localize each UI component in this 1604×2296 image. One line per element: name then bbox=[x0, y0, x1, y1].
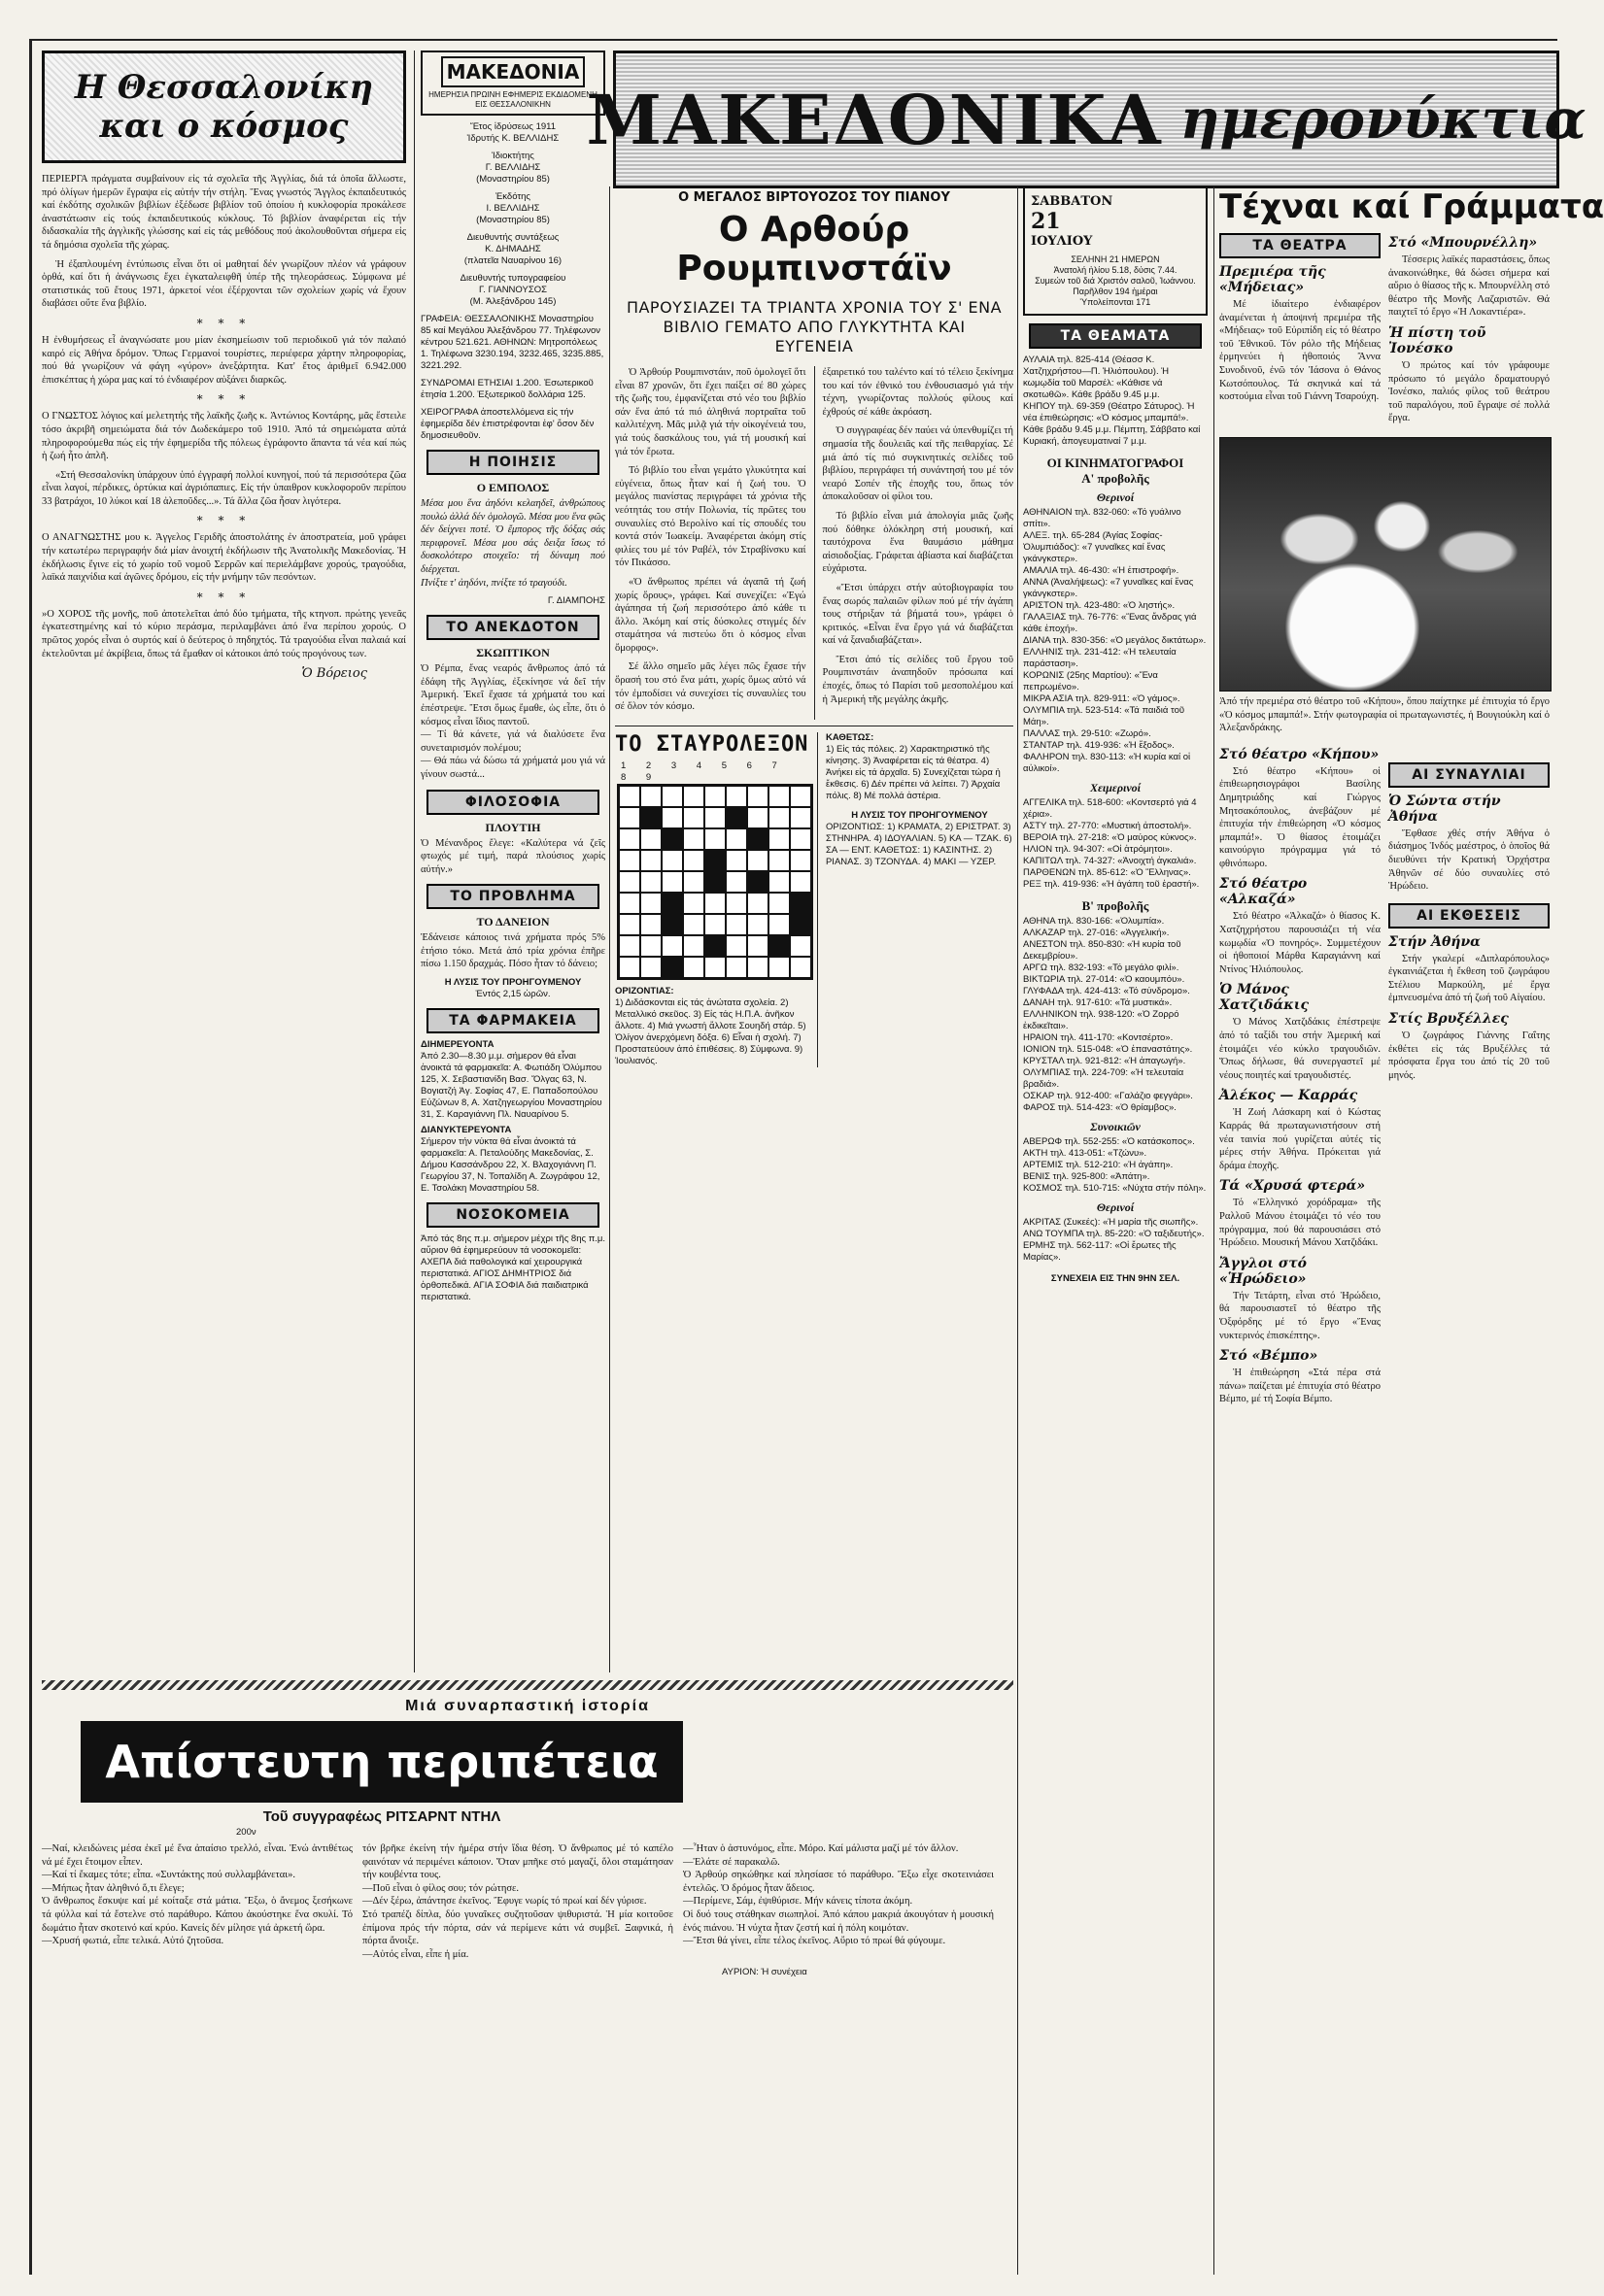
crossword-right bbox=[826, 732, 1013, 1067]
director-info: Διευθυντής συντάξεως Κ. ΔΗΜΑΔΗΣ (πλατεῖα Ναυαρίνου 16) bbox=[463, 232, 563, 266]
faith-title: Ἡ πίστη τοῦ Ἰονέσκο bbox=[1388, 324, 1486, 356]
left-column bbox=[42, 51, 406, 1682]
crossword-cell[interactable] bbox=[768, 914, 790, 935]
crossword-cell[interactable] bbox=[683, 957, 704, 978]
philosophy-heading: ΦΙΛΟΣΟΦΙΑ bbox=[427, 790, 599, 815]
offices-info: ΓΡΑΦΕΙΑ: ΘΕΣΣΑΛΟΝΙΚΗΣ Μοναστηρίου 85 καί Μεγάλου Ἀλεξάνδρου 77. Τηλέφωνον κέντρου 521.621. ΑΘΗΝΩΝ: Μητροπόλεως 1. Τηλέφωνα 3230.194, 3232.465, 3235.885, 3221.292. bbox=[421, 314, 604, 371]
left-paragraph: Ἡ ἐξαπλουμένη ἐντύπωσις εἶναι ὅτι οἱ μαθηταί δέν γνωρίζουν πλέον νά γράφουν ὀρθά, καί ὅτι ἡ ἀνάγνωσις ἔχει ἐγκαταλειφθῆ ὑπέρ τῆς τηλεοράσεως. Σύμφωνα μέ στατιστικάς τοῦ ἔτους 1971, ἀρκετοί νέοι ἐξέρχονται τῶν σχολείων χωρίς νά ἔχουν διαβάσει οὔτε ἕνα βιβλίο. bbox=[42, 258, 406, 310]
crossword-cell[interactable] bbox=[726, 786, 747, 807]
date-details: ΣΕΛΗΝΗ 21 ΗΜΕΡΩΝ Ἀνατολή ἡλίου 5.18, δύσις 7.44. Συμεών τοῦ διά Χριστόν σαλοῦ, Ἰωάννου. Παρῆλθον 194 ἡμέραι Ὑπολείπονται 171 bbox=[1035, 254, 1196, 307]
column-title-box bbox=[42, 51, 406, 163]
crossword-cell[interactable] bbox=[683, 914, 704, 935]
crossword-cell[interactable] bbox=[619, 807, 640, 828]
arts-title: Τέχναι καί Γράμματα bbox=[1219, 187, 1604, 226]
crossword-cell[interactable] bbox=[704, 828, 726, 850]
crossword-cell[interactable] bbox=[683, 935, 704, 957]
month-name: ΙΟΥΛΙΟΥ bbox=[1031, 234, 1093, 249]
exhibition-athens-title: Στήν Ἀθήνα bbox=[1388, 933, 1481, 950]
poetry-heading: Η ΠΟΙΗΣΙΣ bbox=[427, 450, 599, 475]
crossword-black-cell bbox=[726, 807, 747, 828]
newspaper-page bbox=[29, 39, 1604, 2275]
crossword-black-cell bbox=[704, 871, 726, 893]
crossword-cell[interactable] bbox=[768, 828, 790, 850]
alkaza-title: Στό θέατρο «Αλκαζά» bbox=[1219, 876, 1308, 908]
date-left bbox=[1031, 194, 1112, 249]
crossword-cell[interactable] bbox=[726, 957, 747, 978]
arts-col-4 bbox=[1388, 741, 1550, 1412]
crossword-cell[interactable] bbox=[640, 850, 662, 871]
newspaper-logo: ΜΑΚΕΔΟΝΙΑ bbox=[441, 56, 586, 87]
serial-columns bbox=[42, 1842, 1013, 1967]
column-divider bbox=[414, 51, 415, 1672]
crossword-cell[interactable] bbox=[768, 871, 790, 893]
poem-text: Μέσα μου ἕνα ἀηδόνι κελαηδεῖ, ἀνθρώπους πουλώ ἀλλά δέν ὁμολογῶ. Μέσα μου ἕνα φῶς δέν δείχνει ποτέ. Ὁ ἔμπορος τῆς δόξας σάς περιφρονεῖ. Μέσα μου σάς δειξα ἴσως τό δυσκολότερο στοιχεῖο: τή δύναμη πού διέρχεται. Πνίξτε τ' ἀηδόνι, πνίξτε τό τραγούδι. bbox=[421, 498, 605, 589]
left-paragraph: Η ἐνθυμήσεως εἶ ἀναγνώσατε μου μίαν ἐκσημείωσιν τοῦ περιοδικοῦ γιά τόν παλαιό καιρό εἰς Ἀθήνα δρόμον. Ὅπως Γερμανοί τουρίστες, περιέφερα χάρτην πληροφορίας, πού θά γνωρίζουν νά φάγη «γύρον» ἀνεξάρτητα. Κατ' ἔτος ἀριθμεῖ 6.942.000 ἐπισκέπτας ἡ χώρα μας καί τό ἐνδιαφέρον αὐξάνει διαρκῶς. bbox=[42, 334, 406, 386]
serial-column-2: τόν βρῆκε ἐκείνη τήν ἡμέρα στήν ἴδια θέση. Ὁ ἄνθρωπος μέ τό καπέλο φαινόταν νά περιμένει κάποιον. Ὅταν μπῆκε στό μαγαζί, ὅλοι σταμάτησαν τήν κουβέντα τους. —Ποῦ εἶναι ὁ φίλος σου; τόν ρώτησε. —Δέν ξέρω, ἀπάντησε ἐκεῖνος. Ἔφυγε νωρίς τό πρωί καί δέν γύρισε. Στό τραπέζι δίπλα, δύο γυναῖκες συζητοῦσαν ψιθυριστά. Ἡ μία κοιτοῦσε ἐπίμονα πρός τήν πόρτα, σάν νά περίμενε κάτι νά συμβεῖ. Ξαφνικά, ἡ πόρτα ἄνοιξε. —Αὐτός εἶναι, εἶπε ἡ μία. bbox=[362, 1843, 673, 1960]
continued-note: ΣΥΝΕΧΕΙΑ ΕΙΣ ΤΗΝ 9ΗΝ ΣΕΛ. bbox=[1050, 1273, 1180, 1284]
concert-text: Ἔφθασε χθές στήν Ἀθήνα ὁ διάσημος Ἰνδός μαέστρος, ὁ ὁποῖος θά διευθύνει τήν Κρατική Ὀρχήστρα Ἀθηνῶν σέ δύο συναυλίες στό Ἡρώδειο. bbox=[1388, 827, 1550, 893]
crossword-solution: ΟΡΙΖΟΝΤΙΩΣ: 1) ΚΡΑΜΑΤΑ, 2) ΕΡΙΣΤΡΑΤ. 3) ΣΤΗΝΗΡΑ. 4) ΙΔΟΥΑΛΙΑΝ. 5) ΚΑ — ΤΖΑΚ. 6) ΣΑ — ΕΝΤ. ΚΑΘΕΤΩΣ: 1) ΚΑΣΙΝΤΗΣ. 2) ΡΙΑΝΑΣ. 3) ΤΖΟΝΥΔΑ. 4) ΜΑΚΙ — ΥΖΕΡ. bbox=[825, 821, 1012, 867]
crossword-solution-label: Η ΛΥΣΙΣ ΤΟΥ ΠΡΟΗΓΟΥΜΕΝΟΥ bbox=[851, 809, 988, 821]
crossword-cell[interactable] bbox=[683, 850, 704, 871]
separator-stars: * * * bbox=[196, 590, 252, 604]
crossword-cell[interactable] bbox=[662, 850, 683, 871]
crossword-cell[interactable] bbox=[747, 957, 768, 978]
crossword-grid[interactable] bbox=[617, 784, 813, 980]
crossword-cell[interactable] bbox=[619, 850, 640, 871]
crossword-black-cell bbox=[640, 807, 662, 828]
story-paragraph: Σέ ἄλλο σημεῖο μᾶς λέγει πῶς ἔχασε τήν ὅρασή του στό ἕνα μάτι, χωρίς ὅμως αὐτό νά τόν ἐμποδίσει νά συνεχίσει τίς συναυλίες του σέ ὅλον τόν κόσμο. bbox=[615, 661, 806, 713]
summer-suburb-cinemas: ΑΚΡΙΤΑΣ (Συκεές): «Ἡ μαρία τῆς σιωπῆς». ΑΝΩ ΤΟΥΜΠΑ τηλ. 85-220: «Ὁ ταξιδευτής». ΕΡΜΗΣ τηλ. 562-117: «Οἱ ἔρωτες τῆς Μαρίας». bbox=[1023, 1217, 1205, 1263]
golden-text: Τό «Ἑλληνικό χορόδραμα» τῆς Ραλλοῦ Μάνου ἑτοιμάζει τό νέο του πρόγραμμα, πού θά παρουσιάσει στό Ἡρώδειο. Μουσική Μάνου Χατζιδάκι. bbox=[1219, 1198, 1381, 1249]
crossword-cell[interactable] bbox=[790, 957, 811, 978]
story-kicker: Ο ΜΕΓΑΛΟΣ ΒΙΡΤΟΥΟΖΟΣ ΤΟΥ ΠΙΑΝΟΥ bbox=[678, 190, 950, 205]
crossword-cell[interactable] bbox=[726, 871, 747, 893]
vienna-title: Στό «Μπουρνέλλη» bbox=[1388, 235, 1538, 251]
serial-title: Απίστευτη περιπέτεια bbox=[81, 1721, 683, 1803]
arts-section bbox=[1219, 186, 1604, 2275]
story-title: Ο Αρθούρ Ρουμπινστάϊν bbox=[676, 210, 952, 288]
main-story bbox=[615, 186, 1013, 1672]
crossword-title: ΤΟ ΣΤΑΥΡΟΛΕΞΟΝ bbox=[615, 731, 809, 757]
story-paragraph: Ὁ συγγραφέας δέν παύει νά ὑπενθυμίζει τή σημασία τῆς δουλειᾶς καί τῆς πειθαρχίας. Σέ μιά ἀπό τίς πιό συγκινητικές σελίδες τοῦ βιβλίου, περιγράφει τή συνάντησή του μέ τόν νεαρό Σοπέν τῆς ἐποχῆς του, ὅπως τόν ἀποκαλοῦσαν οἱ φίλοι του. bbox=[822, 425, 1014, 503]
serial-top-border bbox=[42, 1680, 1013, 1690]
story-paragraph: «Ὁ ἄνθρωπος πρέπει νά ἀγαπᾶ τή ζωή χωρίς ὅρους», γράφει. Καί συνεχίζει: «Ἐγώ ἀγάπησα τή ζωή περισσότερο ἀπό κάθε τι ἄλλο. Ἀκόμη καί στίς δύσκολες στιγμές δέν σταμάτησα νά πιστεύω ὅτι ὁ κόσμος εἶναι ὄμορφος». bbox=[615, 576, 806, 654]
publisher-info: Ἐκδότης Ι. ΒΕΛΛΙΔΗΣ (Μοναστηρίου 85) bbox=[476, 191, 550, 225]
exhibition-athens-text: Στήν γκαλερί «Διπλαρόπουλος» ἐγκαινιάζεται ἡ ἔκθεση τοῦ ζωγράφου Στέλιου Μαρκούλη, μέ ἔργα ἐμπνευσμένα ἀπό τή ζωή τοῦ Αἰγαίου. bbox=[1388, 953, 1550, 1004]
story-deck: ΠΑΡΟΥΣΙΑΖΕΙ ΤΑ ΤΡΙΑΝΤΑ ΧΡΟΝΙΑ ΤΟΥ Σ' ΕΝΑ ΒΙΒΛΙΟ ΓΕΜΑΤΟ ΑΠΟ ΓΛΥΚΥΤΗΤΑ ΚΑΙ ΕΥΓΕΝΕΙΑ bbox=[626, 298, 1003, 355]
crossword-cell[interactable] bbox=[640, 786, 662, 807]
crossword-cell[interactable] bbox=[683, 893, 704, 914]
column-title-line2: και ο κόσμος bbox=[99, 107, 349, 146]
masthead bbox=[586, 51, 1587, 188]
left-paragraph: »Ο ΧΟΡΟΣ τῆς μονῆς, ποῦ ἀποτελεῖται ἀπό δύο τμήματα, τῆς κτηνοπ. πρώτης γενεᾶς ἐγκατεστημένης καί τό κύριο περάσμα, περιλαμβάνει ἀπό ἕνα περίπου χορούς. Ο πρῶτος χορός εἶναι ὁ συρτός καί ὁ δεύτερος ὁ πηδηχτός. Τά τραγούδια εἶναι παλαιά καί ἐκτελοῦνται μέ ἀκρίβεια, ὅπως τά ἔμαθαν οἱ κάτοικοι ἀπό τούς προγόνους των. bbox=[42, 608, 406, 659]
crossword-divider bbox=[817, 732, 818, 1067]
crossword-cell[interactable] bbox=[790, 786, 811, 807]
poem-title: Ο ΕΜΠΟΛΟΣ bbox=[476, 481, 550, 494]
crossword-black-cell bbox=[662, 957, 683, 978]
premiere-text: Μέ ἰδιαίτερο ἐνδιαφέρον ἀναμένεται ἡ ἀποψινή πρεμιέρα τῆς «Μήδειας» τοῦ Εὐριπίδη εἰς τό θέατρο τοῦ Ἐθνικοῦ. Τόν ρόλο τῆς Μήδειας ἑρμηνεύει ἡ ἡθοποιός Ἄννα Συνοδινοῦ, ἐνῶ τόν Ἰάσονα ὁ Θάνος Κωτσόπουλος. Τά σκηνικά καί τά κοστούμια εἶναι τοῦ Γιάννη Τσαρούχη. bbox=[1219, 299, 1381, 403]
column-signature: Ὁ Βόρειος bbox=[301, 666, 367, 682]
crossword-cell[interactable] bbox=[683, 807, 704, 828]
crossword-cell[interactable] bbox=[726, 935, 747, 957]
karras-text: Ἡ Ζωή Λάσκαρη καί ὁ Κώστας Καρράς θά πρωταγωνιστήσουν στή νέα ταινία πού γυρίζεται αὐτές τίς μέρες στήν Ἀθήνα. Πρόκειται γιά δράμα ἐποχῆς. bbox=[1219, 1107, 1381, 1171]
arts-col-2 bbox=[1388, 231, 1550, 431]
crossword-cell[interactable] bbox=[726, 914, 747, 935]
kipos-title: Στό θέατρο «Κήπου» bbox=[1219, 746, 1380, 762]
crossword-cell[interactable] bbox=[704, 893, 726, 914]
crossword-cell[interactable] bbox=[726, 850, 747, 871]
second-run-cinemas: ΑΘΗΝΑ τηλ. 830-166: «Ὀλυμπία». ΑΛΚΑΖΑΡ τηλ. 27-016: «Ἀγγελική». ΑΝΕΣΤΟΝ τηλ. 850-830: «Ἡ κυρία τοῦ Δεκεμβρίου». ΑΡΓΩ τηλ. 832-193: «Τό μεγάλο φιλί». ΒΙΚΤΩΡΙΑ τηλ. 27-014: «Ὁ καουμπόυ». ΓΛΥΦΑΔΑ τηλ. 424-413: «Τό σύνδρομο». ΔΑΝΑΗ τηλ. 917-610: «Τά μυστικά». ΕΛΛΗΝΙΚΟΝ τηλ. 938-120: «Ὁ Ζορρό ἐκδικεῖται». ΗΡΑΙΟΝ τηλ. 411-170: «Κοντσέρτο». ΙΟΝΙΟΝ τηλ. 515-048: «Ὁ ἐπαναστάτης». ΚΡΥΣΤΑΛ τηλ. 921-812: «Ἡ ἀπαγωγή». ΟΛΥΜΠΙΑΣ τηλ. 224-709: «Ἡ τελευταία βραδιά». ΟΣΚΑΡ τηλ. 912-400: «Γαλάζιο φεγγάρι». ΦΑΡΟΣ τηλ. 514-423: «Ὁ θρίαμβος». bbox=[1023, 916, 1193, 1113]
crossword-cell[interactable] bbox=[640, 828, 662, 850]
arts-col-1 bbox=[1219, 231, 1381, 431]
serial-kicker: Μιά συναρπαστική ἱστορία bbox=[405, 1698, 650, 1714]
serial-section bbox=[42, 1694, 1013, 2267]
problem-text: Ἐδάνεισε κάποιος τινά χρήματα πρός 5% ἐτήσιο τόκο. Μετά ἀπό τρία χρόνια ἐπῆρε πίσω 1.150 δραχμάς. Πόσο ἦταν τό δάνειο; bbox=[421, 932, 605, 970]
kipos-text: Στό θέατρο «Κήπου» οἱ ἐπιθεωρησιογράφοι Βασίλης Δημητριάδης καί Γιώργος Μητσακόπουλος, ἀνεβάζουν μέ ἐπιτυχία τήν ἐπιθεώρηση «Ὁ κόσμος μπαμπά!». Ὁ θίασος ἑτοιμάζει καινούργιο πρόγραμμα γιά τό φθινόπωρο. bbox=[1219, 765, 1381, 869]
summer-cinemas: ΑΘΗΝΑΙΟΝ τηλ. 832-060: «Τό γυάλινο σπίτι». ΑΛΕΞ. τηλ. 65-284 (Ἁγίας Σοφίας-Ὀλυμπιάδος): «7 γυναῖκες καί ἕνας γκάνγκστερ». ΑΜΑΛΙΑ τηλ. 46-430: «Ἡ ἐπιστροφή». ΑΝΝΑ (Ἀναλήψεως): «7 γυναῖκες καί ἕνας γκάνγκστερ». ΑΡΙΣΤΟΝ τηλ. 423-480: «Ὁ ληστής». ΓΑΛΑΞΙΑΣ τηλ. 76-776: «Ἕνας ἄνδρας γιά κάθε ἐποχή». ΔΙΑΝΑ τηλ. 830-356: «Ὁ μεγάλος δικτάτωρ». ΕΛΛΗΝΙΣ τηλ. 231-412: «Ἡ τελευταία παράσταση». ΚΟΡΩΝΙΣ (25ης Μαρτίου): «Ἕνα πεπρωμένο». ΜΙΚΡΑ ΑΣΙΑ τηλ. 829-911: «Ὁ γάμος». ΟΛΥΜΠΙΑ τηλ. 523-514: «Τά παιδιά τοῦ Μάη». ΠΑΛΛΑΣ τηλ. 29-510: «Ζωρό». ΣΤΑΝΤΑΡ τηλ. 419-936: «Ἡ ἔξοδος». ΦΑΛΗΡΟΝ τηλ. 830-113: «Ἡ κυρία καί οἱ αὐλικοί». bbox=[1023, 507, 1207, 774]
day-name: ΣΑΒΒΑΤΟΝ bbox=[1031, 194, 1113, 209]
crossword-cell[interactable] bbox=[747, 914, 768, 935]
alkaza-text: Στό θέατρο «Ἀλκαζά» ὁ θίασος Κ. Χατζηχρήστου παρουσιάζει τή νέα κωμῳδία «Ὁ πονηρός». Συμμετέχουν οἱ ἡθοποιοί Μάρθα Καραγιάννη καί Ντίνος Ἠλιόπουλος. bbox=[1219, 911, 1381, 975]
vienna-text: Τέσσερις λαϊκές παραστάσεις, ὅπως ἀνακοινώθηκε, θά δώσει σήμερα καί αὔριο ὁ θίασος τῆς κ. Μπουρνέλλη στό θέατρο τῆς Μονῆς Λαζαριστῶν. Θά παιχτεῖ τό ἔργο «Ἡ Λοκαντιέρα». bbox=[1388, 254, 1550, 319]
winter-cinemas: ΑΓΓΕΛΙΚΑ τηλ. 518-600: «Κοντσερτό γιά 4 χέρια». ΑΣΤΥ τηλ. 27-770: «Μυστική ἀποστολή». ΒΕΡΟΙΑ τηλ. 27-218: «Ὁ μαύρος κύκνος». ΗΛΙΟΝ τηλ. 94-307: «Οἱ ἀτρόμητοι». ΚΑΠΙΤΩΛ τηλ. 74-327: «Ἀνοιχτή ἀγκαλιά». ΠΑΡΘΕΝΩΝ τηλ. 85-612: «Ὁ Ἕλληνας». ΡΕΞ τηλ. 419-936: «Ἡ ἀγάπη τοῦ ἐραστή». bbox=[1023, 797, 1200, 890]
premiere-title: Πρεμιέρα τῆς «Μήδειας» bbox=[1219, 264, 1326, 295]
story-paragraph: Ἔτσι ἀπό τίς σελίδες τοῦ ἔργου τοῦ Ρουμπινστάιν ἀναπηδοῦν πρόσωπα καί ἐποχές, ὅπως τό Παρίσι τοῦ μεσοπολέμου καί ἡ Ἀμερική τῆς μεγάλης ἀκμῆς. bbox=[822, 654, 1014, 705]
crossword-cell[interactable] bbox=[790, 850, 811, 871]
crossword-cell[interactable] bbox=[704, 786, 726, 807]
newspaper-imprint bbox=[421, 51, 605, 116]
philosophy-text: Ὁ Μένανδρος ἔλεγε: «Καλύτερα νά ζεῖς φτωχός μέ τιμή, παρά πλούσιος χωρίς αὐτήν.» bbox=[421, 837, 605, 875]
philosophy-title: ΠΛΟΥΤΙΗ bbox=[485, 820, 541, 834]
crossword-cell[interactable] bbox=[704, 914, 726, 935]
crossword-cell[interactable] bbox=[662, 786, 683, 807]
crossword-cell[interactable] bbox=[790, 807, 811, 828]
owner-info: Ἰδιοκτήτης Γ. ΒΕΛΛΙΔΗΣ (Μοναστηρίου 85) bbox=[476, 151, 550, 185]
bembo-title: Στό «Βέμπο» bbox=[1219, 1348, 1318, 1365]
crossword-cell[interactable] bbox=[768, 786, 790, 807]
masthead-title: ΜΑΚΕΔΟΝΙΚΑ bbox=[586, 79, 1163, 160]
crossword-black-cell bbox=[768, 935, 790, 957]
date-row bbox=[1031, 194, 1200, 249]
listings-column bbox=[1023, 186, 1208, 2275]
poem-author: Γ. ΔΙΑΜΠΟΗΣ bbox=[547, 595, 605, 607]
crossword-cell[interactable] bbox=[640, 871, 662, 893]
column-title-line1: Η Θεσσαλονίκη bbox=[74, 68, 374, 107]
crossword-down-clues: 1) Εἰς τάς πόλεις. 2) Χαρακτηριστικό τῆς κίνησης. 3) Ἀναφέρεται εἰς τά θέατρα. 4) Ἀνήκει εἰς τά ἀρχαῖα. 5) Συνεχίζεται τώρα ἡ ἔκθεσις. 6) Δέν πρέπει νά λείπει. 7) Ἀρχαία πόλις. 8) Μέ πολλά ἀστέρια. bbox=[825, 743, 1001, 801]
serial-column-3: —Ἦταν ὁ ἀστυνόμος, εἶπε. Μόρο. Καί μάλιστα μαζί μέ τόν ἄλλον. —Ἐλάτε σέ παρακαλῶ. Ὁ Ἀρθούρ σηκώθηκε καί πλησίασε τό παράθυρο. Ἔξω εἶχε σκοτεινιάσει ἐντελῶς. Ὁ δρόμος ἦταν ἄδειος. —Περίμενε, Σάμ, ἐψιθύρισε. Μήν κάνεις τίποτα ἀκόμη. Οἱ δυό τους στάθηκαν σιωπηλοί. Ἀπό κάπου μακριά ἀκουγόταν ἡ μουσική ἑνός πιάνου. Ἡ νύχτα ἦταν ζεστή καί ἡ πόλη κοιμόταν. —Ἔτσι θά γίνει, εἶπε τέλος ἐκεῖνος. Αὔριο τό πρωί θά φύγουμε. bbox=[683, 1843, 994, 1947]
crossword-cell[interactable] bbox=[619, 957, 640, 978]
separator-stars: * * * bbox=[196, 392, 252, 407]
left-paragraph: ΠΕΡΙΕΡΓΑ πράγματα συμβαίνουν εἰς τά σχολεῖα τῆς Ἀγγλίας, διά τά ὁποῖα ἄλλωστε, πρό ὀλίγων ἡμερῶν ἔγραψα εἰς αὐτήν τήν στήλη. Ἕνας γνωστός Ἄγγλος ἐκπαιδευτικός καί ἐκδότης σχολικῶν βιβλίων ἐξέδωσε βιβλίον τοῦ ὁποίου ἡ κυκλοφορία προκάλεσε ἀναστάτωσιν εἰς τούς ἐκπαιδευτικούς κύκλους. Τό βιβλίον ἀναφέρεται εἰς τήν διδασκαλία τῆς ἀγγλικῆς γλώσσης καί εἰς τάς μεθόδους πού ἀκολουθοῦνται σήμερα εἰς τά δημόσια σχολεῖα τῆς χώρας. bbox=[42, 174, 406, 251]
pharmacy-heading: ΤΑ ΦΑΡΜΑΚΕΙΑ bbox=[427, 1008, 599, 1033]
story-paragraph: ἐξαιρετικό του ταλέντο καί τό τέλειο ξεκίνημα του καί τόν ἐθνικό του ἐνθουσιασμό γιά τήν τέχνη, γνωρίζοντας πολλούς φίλους καί ἐχθρούς σέ κάθε ἀκρόαση. bbox=[822, 367, 1014, 418]
crossword-cell[interactable] bbox=[768, 807, 790, 828]
theaters-listing: ΑΥΛΑΙΑ τηλ. 825-414 (Θέασσ Κ. Χατζηχρήστου—Π. Ἠλιόπουλου). Ἡ κωμῳδία τοῦ Μαρσέλ: «Κάθισε νά σκοτωθῶ». Κάθε βράδυ 9.45 μ.μ. ΚΗΠΟΥ τηλ. 69-359 (Θέατρο Σάτυρος). Ἡ νέα ἐπιθεώρησις: «Ὁ κόσμος μπαμπά!». Κάθε βράδυ 9.45 μ.μ. Πέμπτη, Σάββατο καί Κυριακή, ἀπογευματιναί 7 μ.μ. bbox=[1023, 355, 1201, 447]
manager-info: Διευθυντής τυπογραφείου Γ. ΓΙΑΝΝΟΥΣΟΣ (Μ. Ἀλεξάνδρου 145) bbox=[460, 273, 566, 307]
story-column-2 bbox=[823, 366, 1014, 720]
crossword-cell[interactable] bbox=[619, 871, 640, 893]
story-column-divider bbox=[814, 366, 815, 720]
crossword-black-cell bbox=[662, 828, 683, 850]
crossword-cell[interactable] bbox=[768, 850, 790, 871]
faith-text: Ὁ πρώτος καί τόν γράφουμε πρόσωπο τό μεγάλο δραματουργό Ἰονέσκο, παλιός φίλος τοῦ θεάτρου τοῦ παραλόγου, ποῦ ἔγραψε σέ πολλά ἔργα. bbox=[1388, 359, 1550, 424]
info-column bbox=[421, 51, 605, 1672]
second-run-heading: Β' προβολῆς bbox=[1081, 898, 1149, 913]
column-divider bbox=[1017, 186, 1018, 2275]
crossword-cell[interactable] bbox=[683, 786, 704, 807]
crossword-cell[interactable] bbox=[726, 828, 747, 850]
story-column-1 bbox=[615, 366, 806, 720]
crossword-cell[interactable] bbox=[747, 935, 768, 957]
crossword-cell[interactable] bbox=[747, 893, 768, 914]
crossword-cell[interactable] bbox=[662, 807, 683, 828]
pharmacy-day-text: Ἀπό 2.30—8.30 μ.μ. σήμερον θά εἶναι ἀνοικτά τά φαρμακεῖα: Α. Φωτιάδη Ὀλύμπου 125, Χ. Σεβαστιανίδη Βασ. Ὄλγας 63, Ν. Βογιατζή Ἁγ. Σοφίας 47, Ε. Παπαδοπούλου Εὐζώνων 8, Α. Χατζηγεωργίου Μοναστηρίου 31, Σ. Καραγιάννη Πλ. Ναυαρίνου 5. bbox=[421, 1051, 602, 1121]
crossword-cell[interactable] bbox=[619, 786, 640, 807]
crossword-black-cell bbox=[704, 935, 726, 957]
photo-caption: Ἀπό τήν πρεμιέρα στό θέατρο τοῦ «Κήπου», ὅπου παίχτηκε μέ ἐπιτυχία τό ἔργο «Ὁ κόσμος μπαμπά!». Στήν φωτογραφία οἱ πρωταγωνιστές, ἡ Βουγιούκλη καί ὁ Ἀλεξανδράκης. bbox=[1219, 695, 1550, 734]
summer-label: Θερινοί bbox=[1096, 490, 1135, 504]
golden-title: Τά «Χρυσά φτερά» bbox=[1219, 1178, 1366, 1195]
crossword-cell[interactable] bbox=[619, 914, 640, 935]
winter-label: Χειμερινοί bbox=[1089, 781, 1142, 794]
crossword-left bbox=[615, 732, 809, 1067]
cinemas-heading: ΟΙ ΚΙΝΗΜΑΤΟΓΡΑΦΟΙ Α' προβολῆς bbox=[1046, 456, 1184, 486]
crossword-black-cell bbox=[747, 828, 768, 850]
crossword-cell[interactable] bbox=[683, 828, 704, 850]
crossword-cell[interactable] bbox=[747, 850, 768, 871]
crossword-down-label: ΚΑΘΕΤΩΣ: bbox=[825, 731, 874, 743]
arts-bottom bbox=[1219, 741, 1550, 1412]
concerts-heading: ΑΙ ΣΥΝΑΥΛΙΑΙ bbox=[1388, 762, 1550, 788]
crossword-cell[interactable] bbox=[704, 957, 726, 978]
left-paragraph: Ο ΓΝΩΣΤΟΣ λόγιος καί μελετητής τῆς λαϊκῆς ζωῆς κ. Ἀντώνιος Κοντάρης, μᾶς ἔστειλε τόσο ἀκριβῆ σημειώματα διά τόν Δωδεκάμερο τοῦ 1910. Ἀπό τά σημειώματα αὐτά πληροφορούμεθα πώς εἰς τήν ἐφημερίδα τῆς πόλεως ἐγράφοντο ἅπαντα τά νέα καί πώς ἡ ζωή ἦτο ἁπλῆ. bbox=[42, 411, 406, 462]
story-columns bbox=[615, 366, 1013, 720]
story-paragraph: Τό βιβλίο του εἶναι γεμάτο γλυκύτητα καί εὐγένεια, ὅπως ἦταν καί ἡ ζωή του. Ὁ μεγάλος πιανίστας περιγράφει τά χρόνια τῆς νεότητάς του στήν Πολωνία, τίς πρῶτες του συναυλίες στό Βερολίνο καί τίς σπουδές του κοντά στόν Ἰωακείμ. Ἀναφέρεται ἀκόμη στίς φιλίες του μέ τόν Ραβέλ, τόν Στραβίνσκυ καί τόν Πικάσσο. bbox=[615, 465, 806, 569]
crossword-cell[interactable] bbox=[662, 935, 683, 957]
subscriptions-info: ΣΥΝΔΡΟΜΑΙ ΕΤΗΣΙΑΙ 1.200. Ἐσωτερικοῦ ἐτησία 1.200. Ἐξωτερικοῦ δολλάρια 125. bbox=[421, 378, 594, 400]
crossword-black-cell bbox=[747, 871, 768, 893]
crossword-cell[interactable] bbox=[747, 786, 768, 807]
suburb-cinemas: ΑΒΕΡΩΦ τηλ. 552-255: «Ὁ κατάσκοπος». ΑΚΤΗ τηλ. 413-051: «Τζώνυ». ΑΡΤΕΜΙΣ τηλ. 512-210: «Ἡ ἀγάπη». ΒΕΝΙΣ τηλ. 925-800: «Ἀπάτη». ΚΟΣΜΟΣ τηλ. 510-715: «Νύχτα στήν πόλη». bbox=[1023, 1136, 1207, 1194]
crossword-section bbox=[615, 732, 1013, 1067]
arts-top bbox=[1219, 231, 1550, 431]
crossword-across-clues: 1) Διδάσκονται εἰς τάς ἀνώτατα σχολεία. 2) Μεταλλικό σκεῦος. 3) Εἰς τάς Η.Π.Α. ἀνῆκον ἄλλοτε. 4) Μιά γνωστή ἄλλοτε Σουηδή στάρ. 5) Ὀλίγον ἀνερχόμενη δόξα. 6) Εἶναι ἡ σχολή. 7) Προστατεύουν ἀπό ἐπιθέσεις. 8) Σύμφωνα. 9) Ἰουλιανός. bbox=[615, 996, 806, 1066]
herodion-text: Τήν Τετάρτη, εἶναι στό Ἡρώδειο, θά παρουσιαστεῖ τό θέατρο τῆς Ὀξφόρδης μέ τό ἔργο «Ἕνας νυκτερινός ἐπισκέπτης». bbox=[1219, 1290, 1381, 1341]
crossword-cell[interactable] bbox=[704, 807, 726, 828]
bembo-text: Ἡ ἐπιθεώρηση «Στά πέρα στά πάνω» παίζεται μέ ἐπιτυχία στό θέατρο Βέμπο, μέ τή Σοφία Βέμπο. bbox=[1219, 1367, 1381, 1405]
arts-col-3 bbox=[1219, 741, 1381, 1412]
serial-byline: Τοῦ συγγραφέως ΡΙΤΣΑΡΝΤ ΝΤΗΛ bbox=[262, 1808, 501, 1825]
logo-subtitle: ΗΜΕΡΗΣΙΑ ΠΡΩΙΝΗ ΕΦΗΜΕΡΙΣ ΕΚΔΙΔΟΜΕΝΗ ΕΙΣ ΘΕΣΣΑΛΟΝΙΚΗΝ bbox=[428, 90, 597, 109]
problem-title: ΤΟ ΔΑΝΕΙΟΝ bbox=[476, 915, 550, 929]
crossword-cell[interactable] bbox=[640, 893, 662, 914]
herodion-title: Ἄγγλοι στό «Ἡρώδειο» bbox=[1219, 1255, 1308, 1287]
hospital-text: Ἀπό τάς 8ης π.μ. σήμερον μέχρι τῆς 8ης π.μ. αὔριον θά ἐφημερεύουν τά νοσοκομεῖα: ΑΧΕΠΑ διά παθολογικά καί χειρουργικά περιστατικά. ΑΓΙΟΣ ΔΗΜΗΤΡΙΟΣ διά ὀρθοπεδικά. ΑΓΙΑ ΣΟΦΙΑ διά παιδιατρικά περιστατικά. bbox=[421, 1233, 605, 1303]
problem-answer: Ἐντός 2,15 ὡρῶν. bbox=[475, 989, 551, 1000]
crossword-cell[interactable] bbox=[726, 893, 747, 914]
pharmacy-day-label: ΔΙΗΜΕΡΕΥΟΝΤΑ bbox=[421, 1039, 495, 1051]
crossword-cell[interactable] bbox=[768, 893, 790, 914]
exhibition-brussels-text: Ὁ ζωγράφος Γιάννης Γαΐτης ἐκθέτει εἰς τάς Βρυξέλλες τά πρόσφατα ἔργα του ἀπό τίς 20 τοῦ μηνός. bbox=[1388, 1030, 1550, 1081]
crossword-cell[interactable] bbox=[768, 957, 790, 978]
summer-suburbs-label: Θερινοί bbox=[1096, 1200, 1135, 1214]
crossword-black-cell bbox=[790, 893, 811, 914]
crossword-cell[interactable] bbox=[640, 914, 662, 935]
crossword-across-label: ΟΡΙΖΟΝΤΙΑΣ: bbox=[615, 985, 674, 996]
hatzidakis-text: Ὁ Μάνος Χατζιδάκις ἐπέστρεψε ἀπό τό ταξίδι του στήν Ἀμερική καί ἑτοιμάζει νέο κύκλο τραγουδιῶν. Ὅπως δήλωσε, θά συνεργαστεῖ μέ νέους ποιητές καί τραγουδιστές. bbox=[1219, 1017, 1381, 1081]
founded-info: Ἔτος ἱδρύσεως 1911 Ἱδρυτής Κ. ΒΕΛΛΙΔΗΣ bbox=[466, 121, 560, 144]
crossword-cell[interactable] bbox=[790, 935, 811, 957]
anecdote-title: ΣΚΩΠΤΙΚΟΝ bbox=[476, 646, 550, 660]
crossword-cell[interactable] bbox=[790, 828, 811, 850]
column-divider bbox=[609, 186, 610, 1672]
column-divider bbox=[1213, 186, 1214, 2275]
story-paragraph: Τό βιβλίο εἶναι μιά ἀπολογία μιᾶς ζωῆς πού δόθηκε ὁλόκληρη στή μουσική, καί ταυτόχρονα ἕνα θαυμάσιο μάθημα αἰσιοδοξίας. Γράφεται ἀβίαστα καί διαβάζεται εὐχάριστα. bbox=[822, 510, 1014, 575]
manuscripts-info: ΧΕΙΡΟΓΡΑΦΑ ἀποστελλόμενα εἰς τήν ἐφημερίδα δέν ἐπιστρέφονται ἐφ' ὅσον δέν δημοσιευθοῦν. bbox=[421, 407, 595, 441]
crossword-cell[interactable] bbox=[619, 828, 640, 850]
story-paragraph: «Ἔτσι ὑπάρχει στήν αὐτοβιογραφία του ἕνας σωρός παλαιῶν φίλων πού μέ τήν ἀγάπη τους στήριξαν τά βήματά του», γράφει ὁ κριτικός. «Εἶναι ἕνα ἔργο γιά νά διαβάζεται καί νά ξαναδιαβάζεται». bbox=[822, 582, 1014, 647]
crossword-black-cell bbox=[704, 850, 726, 871]
crossword-black-cell bbox=[790, 914, 811, 935]
crossword-numbers: 1 2 3 4 5 6 7 8 9 bbox=[621, 760, 786, 783]
serial-column-1: —Ναί, κλειδώνεις μέσα ἐκεῖ μέ ἕνα ἀπαίσιο τρελλό, εἶναι. Ἐνώ ἀντιθέτως νά μέ ἔχει ἔτοιμον εἶπεν. —Καί τί ἔκαμες τότε; εἶπα. «Συντάκτης πού συλλαμβάνεται». —Μήπως ἦταν ἀληθινό ὅ,τι ἔλεγε; Ὁ ἄνθρωπος ἔσκυψε καί μέ κοίταξε στά μάτια. Ἔξω, ὁ ἄνεμος ξεσήκωνε τά φύλλα καί τά ἔστελνε στό παράθυρο. Κάπου ἀκούστηκε ἕνα σκυλί. Τό δωμάτιο ἦταν σκοτεινό καί κρύο. Κανείς δέν μίλησε γιά ἀρκετή ὥρα. —Χρυσή φωτιά, εἶπε τελικά. Αὐτό ζητοῦσα. bbox=[42, 1843, 353, 1947]
day-number: 21 bbox=[1031, 209, 1061, 234]
crossword-black-cell bbox=[662, 893, 683, 914]
story-paragraph: Ὁ Ἀρθούρ Ρουμπινστάιν, ποῦ ὁμολογεῖ ὅτι εἶναι 87 χρονῶν, ὅτι ἔχει παίξει σέ 80 χώρες τῆς ζωῆς του, ἐμφανίζεται στό νέο του βιβλίο σάν ἕνα ἀπό τά πιό ἀληθινά πορτραῖτα τοῦ καλλιτέχνη. Μᾶς μιλᾷ γιά τήν οἰκογένειά του, γιά τούς δασκάλους του, γιά τή μουσική καί γιά τόν ἔρωτα. bbox=[615, 367, 806, 457]
pharmacy-night-label: ΔΙΑΝΥΚΤΕΡΕΥΟΝΤΑ bbox=[421, 1125, 512, 1136]
problem-heading: ΤΟ ΠΡΟΒΛΗΜΑ bbox=[427, 884, 599, 909]
anecdote-heading: ΤΟ ΑΝΕΚΔΟΤΟΝ bbox=[427, 615, 599, 640]
theater-heading: ΤΑ ΘΕΑΤΡΑ bbox=[1219, 233, 1381, 258]
suburbs-label: Συνοικιῶν bbox=[1090, 1120, 1141, 1133]
exhibition-brussels-title: Στίς Βρυξέλλες bbox=[1388, 1011, 1509, 1028]
hatzidakis-title: Ὁ Μάνος Χατζιδάκις bbox=[1219, 982, 1310, 1014]
crossword-cell[interactable] bbox=[790, 871, 811, 893]
anecdote-text: Ὁ Ρέμπα, ἕνας νεαρός ἄνθρωπος ἀπό τά ἐδάφη τῆς Ἀγγλίας, ἐξεκίνησε νά δεῖ τήν Ἀμερική. Ἐκεῖ ἔχασε τά χρήματά του καί ἐπέστρεψε. Ἔτσι ὅμως ἔμαθε, ὡς εἶπε, ὅτι ὁ κόσμος εἶναι ἴδιος παντοῦ. — Τί θά κάνετε, γιά νά διαλύσετε ἕνα συνεταιρισμόν πολέμου; — Θά πάω νά δώσω τά χρήματά μου γιά νά γίνουν σωστά... bbox=[421, 663, 605, 780]
concert-title: Ὁ Σώντα στήν Ἀθήνα bbox=[1388, 793, 1501, 825]
crossword-cell[interactable] bbox=[619, 893, 640, 914]
crossword-cell[interactable] bbox=[683, 871, 704, 893]
masthead-subtitle: ημερονύκτια bbox=[1179, 87, 1587, 152]
date-box bbox=[1023, 186, 1208, 316]
serial-continued: ΑΥΡΙΟΝ: Ἡ συνέχεια bbox=[722, 1967, 807, 1978]
separator-stars: * * * bbox=[196, 316, 252, 330]
separator-stars: * * * bbox=[196, 514, 252, 528]
crossword-cell[interactable] bbox=[619, 935, 640, 957]
problem-answer-label: Η ΛΥΣΙΣ ΤΟΥ ΠΡΟΗΓΟΥΜΕΝΟΥ bbox=[444, 977, 582, 989]
theaters-heading: ΤΑ ΘΕΑΜΑΤΑ bbox=[1029, 323, 1202, 349]
hospital-heading: ΝΟΣΟΚΟΜΕΙΑ bbox=[427, 1202, 599, 1228]
crossword-black-cell bbox=[662, 914, 683, 935]
serial-episode: 200ν bbox=[236, 1827, 256, 1838]
crossword-cell[interactable] bbox=[640, 957, 662, 978]
left-paragraph: Ο ΑΝΑΓΝΩΣΤΗΣ μου κ. Ἀγγελος Γεριδῆς ἀποστολάτης ἐν ἀποστρατεία, μοῦ γράφει τήν κατωτέρω περιγραφήν διά μίαν ἀνοιχτή ἐκδήλωσιν τῆς Ἀνατολικῆς Μακεδονίας. Ἡ ἐκδήλωσις ἔγινε εἰς τό χωρίο τοῦ νομοῦ Σερρῶν καί περιελάμβανε χορούς, τραγούδια, λαϊκά παιχνίδια καί ἀγῶνες δρόμου, εἰς τήν μνήμην τῶν πεσόντων. bbox=[42, 532, 406, 584]
crossword-cell[interactable] bbox=[662, 871, 683, 893]
karras-title: Ἀλέκος — Καρράς bbox=[1219, 1088, 1358, 1104]
crossword-cell[interactable] bbox=[747, 807, 768, 828]
exhibitions-heading: ΑΙ ΕΚΘΕΣΕΙΣ bbox=[1388, 903, 1550, 929]
pharmacy-night-text: Σήμερον τήν νύκτα θά εἶναι ἀνοικτά τά φαρμακεῖα: Α. Πεταλούδης Μακεδονίας, Σ. Δήμου Κασσάνδρου 22, Χ. Βλαχογιάννη Π. Γεωργίου 37, Ν. Τοπαλίδη Α. Ζωγράφου 12, Ε. Τσολάκη Μοναστηρίου 58. bbox=[421, 1136, 600, 1195]
left-paragraph: «Στή Θεσσαλονίκη ὑπάρχουν ὑπό ἐγγραφή πολλοί κυνηγοί, πού τά περισσότερα ζῶα εἶναι λαγοί, πέρδικες, ὀρτύκια καί ἀγριόπαπιες. Εἰς τήν ὑπαιθρον κυκλοφοροῦν περίπου 33 βατράχοι, 10 λύκοι καί 18 ἀλεποῦδες...». Τά ἄλλα ζῶα ἦσαν λιγότερα. bbox=[42, 469, 406, 507]
theater-photo bbox=[1219, 437, 1552, 692]
crossword-cell[interactable] bbox=[640, 935, 662, 957]
